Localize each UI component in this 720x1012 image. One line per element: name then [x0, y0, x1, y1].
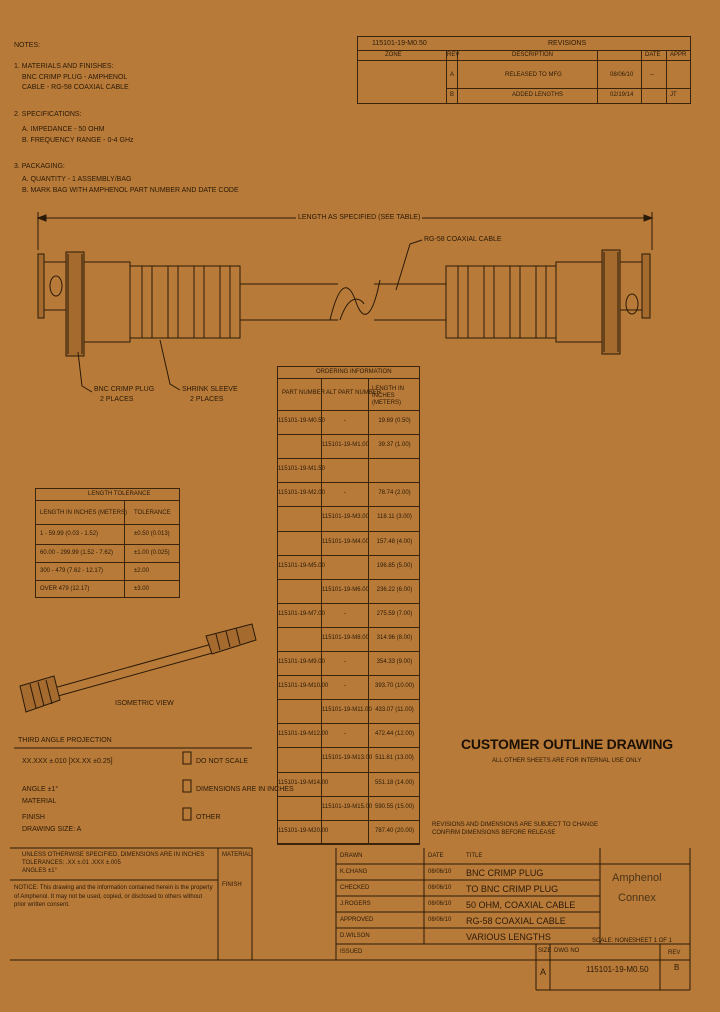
ordering-part-number: 115101-19-M1.50 — [278, 466, 325, 472]
leader-crimp-plug — [78, 352, 92, 392]
ordering-alt-part-number: 115101-19-M4.00 — [322, 539, 369, 545]
ordering-part-number: 115101-19-M7.00 — [278, 611, 325, 617]
ordering-title: ORDERING INFORMATION — [316, 369, 392, 375]
ordering-length: 19.69 (0.50) — [378, 418, 411, 424]
tb-unless: UNLESS OTHERWISE SPECIFIED, DIMENSIONS ARE IN INCHES — [22, 852, 205, 858]
rev-row2-appr: JT — [670, 92, 677, 98]
tb-rev-label: REV — [668, 950, 681, 956]
rev-row2-date: 02/19/14 — [610, 92, 634, 98]
rev-row1-date: 08/06/10 — [610, 72, 634, 78]
general-finish: FINISH — [22, 814, 45, 821]
tb-checked: CHECKED — [340, 885, 370, 891]
footer-note-1: REVISIONS AND DIMENSIONS ARE SUBJECT TO CHANGE — [432, 822, 599, 828]
tb-finish: FINISH — [222, 882, 242, 888]
note-2a: A. IMPEDANCE - 50 OHM — [22, 126, 105, 133]
ordering-row-divider — [277, 820, 420, 821]
rev-col-desc: DESCRIPTION — [512, 52, 554, 58]
ordering-row-divider — [277, 675, 420, 676]
ordering-row-divider — [277, 772, 420, 773]
general-angle: ANGLE ±1° — [22, 786, 59, 793]
tb-scale: SCALE: NONE — [592, 938, 633, 944]
ordering-row-divider — [277, 555, 420, 556]
ordering-col3: LENGTH IN INCHES (METERS) — [372, 386, 405, 406]
tb-date-1: 08/06/10 — [428, 869, 452, 875]
tolerance-row3-len: 300 - 479 (7.62 - 12.17) — [40, 568, 104, 574]
rev-part-number: 115101-19-M0.50 — [372, 40, 427, 47]
tb-title-5: VARIOUS LENGTHS — [466, 932, 551, 942]
third-angle-projection-icon — [183, 752, 191, 820]
ordering-length: 551.18 (14.00) — [374, 780, 415, 786]
dim-arrow-left — [38, 215, 46, 221]
ordering-row-divider — [277, 747, 420, 748]
left-bnc-connector — [38, 252, 240, 356]
length-label: LENGTH AS SPECIFIED (SEE TABLE) — [298, 214, 421, 221]
ordering-row-divider — [277, 699, 420, 700]
ordering-part-number: 115101-19-M5.00 — [278, 563, 325, 569]
general-material: MATERIAL — [22, 798, 57, 805]
note-1a: BNC CRIMP PLUG - AMPHENOL — [22, 74, 128, 81]
ordering-length: 118.11 (3.00) — [377, 514, 412, 520]
general-drawing-size: DRAWING SIZE: A — [22, 826, 82, 833]
rev-header: REVISIONS — [548, 40, 587, 47]
ordering-row-divider — [277, 627, 420, 628]
cable-label: RG-58 COAXIAL CABLE — [424, 236, 502, 243]
ordering-length: 472.44 (12.00) — [374, 731, 415, 737]
ordering-part-number: 115101-19-M2.00 — [278, 490, 325, 496]
ordering-length: 787.40 (20.00) — [374, 828, 415, 834]
ordering-col1: PART NUMBER — [282, 390, 326, 396]
rev-col-date: DATE — [645, 52, 661, 58]
ordering-row-divider — [277, 482, 420, 483]
tb-issued: ISSUED — [340, 949, 363, 955]
callout-shrink-sleeve: SHRINK SLEEVE — [182, 386, 238, 393]
ordering-row-divider — [277, 796, 420, 797]
ordering-length: 236.22 (6.00) — [376, 587, 413, 593]
ordering-row-divider — [277, 506, 420, 507]
ordering-part-number: 115101-19-M10.00 — [278, 683, 329, 689]
note-2b: B. FREQUENCY RANGE - 0-4 GHz — [22, 137, 134, 144]
general-tolerance: XX.XXX ±.010 [XX.XX ±0.25] — [22, 758, 113, 765]
callout-crimp-plug: BNC CRIMP PLUG — [94, 386, 155, 393]
tb-drawn-by: K.CHANG — [340, 869, 368, 875]
tolerance-col1: LENGTH IN INCHES (METERS) — [40, 510, 128, 516]
rev-col-appr: APPR — [670, 52, 687, 58]
tb-drawn: DRAWN — [340, 853, 363, 859]
ordering-alt-part-number: 115101-19-M13.00 — [322, 755, 373, 761]
tolerance-title: LENGTH TOLERANCE — [88, 491, 151, 497]
isometric-view-drawing — [20, 624, 256, 712]
ordering-row-divider — [277, 723, 420, 724]
company-logo-line-2: Connex — [618, 892, 656, 904]
right-bnc-connector — [446, 250, 650, 354]
leader-cable — [396, 240, 422, 290]
ordering-alt-part-number: - — [344, 683, 346, 689]
ordering-length: 196.85 (5.00) — [376, 563, 413, 569]
ordering-length: 157.48 (4.00) — [376, 539, 413, 545]
tb-sheet: SHEET 1 OF 1 — [632, 938, 672, 944]
company-logo-line-1: Amphenol — [612, 872, 662, 884]
ordering-length: 511.81 (13.00) — [375, 755, 414, 761]
tb-title-1: BNC CRIMP PLUG — [466, 868, 544, 878]
rev-row2-desc: ADDED LENGTHS — [512, 92, 564, 98]
ordering-alt-part-number: 115101-19-M3.00 — [322, 514, 369, 520]
notes-heading: NOTES: — [14, 42, 41, 49]
tb-title-3: 50 OHM, COAXIAL CABLE — [466, 900, 576, 910]
tolerance-row4-len: OVER 479 (12.17) — [40, 586, 90, 592]
ordering-length: 78.74 (2.00) — [378, 490, 411, 496]
ordering-length: 39.37 (1.00) — [378, 442, 411, 448]
tb-title-label: TITLE — [466, 853, 483, 859]
tb-material: MATERIAL — [222, 852, 252, 858]
customer-outline-subtitle: ALL OTHER SHEETS ARE FOR INTERNAL USE ONLY — [492, 758, 642, 764]
ordering-length: 354.33 (9.00) — [376, 659, 413, 665]
ordering-row-divider — [277, 434, 420, 435]
ordering-row-divider — [277, 844, 420, 845]
tolerance-row2-tol: ±1.00 (0.025) — [134, 550, 170, 556]
ordering-row-divider — [277, 458, 420, 459]
ordering-col2: ALT PART NUMBER — [326, 390, 382, 396]
ordering-length: 393.70 (10.00) — [374, 683, 415, 689]
note-1b: CABLE - RG-58 COAXIAL CABLE — [22, 84, 129, 91]
note-1: 1. MATERIALS AND FINISHES: — [14, 63, 114, 70]
rev-row1-rev: A — [450, 72, 455, 78]
tb-checked-by: J.ROGERS — [340, 901, 371, 907]
ordering-alt-part-number: 115101-19-M8.00 — [322, 635, 369, 641]
tb-date-label: DATE — [428, 853, 444, 859]
rev-col-rev: REV — [447, 52, 460, 58]
ordering-part-number: 115101-19-M14.00 — [278, 780, 329, 786]
ordering-length: 275.59 (7.00) — [376, 611, 413, 617]
tb-rev: B — [674, 963, 680, 972]
ordering-row-divider — [277, 603, 420, 604]
tolerance-row3-tol: ±2.00 — [134, 568, 149, 574]
tolerance-row4-tol: ±3.00 — [134, 586, 149, 592]
ordering-part-number: 115101-19-M0.50 — [278, 418, 325, 424]
tb-angles: ANGLES ±1° — [22, 868, 58, 874]
footer-note-2: CONFIRM DIMENSIONS BEFORE RELEASE — [432, 830, 556, 836]
isometric-label: ISOMETRIC VIEW — [115, 700, 174, 707]
projection-title: THIRD ANGLE PROJECTION — [18, 737, 112, 744]
rev-row2-rev: B — [450, 92, 455, 98]
note-3a: A. QUANTITY - 1 ASSEMBLY/BAG — [22, 176, 132, 183]
rev-col-zone: ZONE — [385, 52, 402, 58]
ordering-length: 314.96 (8.00) — [376, 635, 413, 641]
ordering-alt-part-number: 115101-19-M6.00 — [322, 587, 369, 593]
ordering-alt-part-number: - — [344, 611, 346, 617]
ordering-length: 590.55 (15.00) — [374, 804, 415, 810]
tb-dwg-label: DWG NO — [554, 948, 580, 954]
tb-date-2: 08/06/10 — [428, 885, 452, 891]
ordering-row-divider — [277, 651, 420, 652]
ordering-part-number: 115101-19-M12.00 — [278, 731, 329, 737]
tolerance-row2-len: 60.00 - 299.99 (1.52 - 7.62) — [40, 550, 114, 556]
tb-approved: APPROVED — [340, 917, 374, 923]
tolerance-col2: TOLERANCE — [134, 510, 171, 516]
ordering-alt-part-number: - — [344, 418, 346, 424]
tb-date-4: 08/06/10 — [428, 917, 452, 923]
tb-title-2: TO BNC CRIMP PLUG — [466, 884, 559, 894]
general-dimensions: DIMENSIONS ARE IN INCHES — [196, 786, 294, 793]
ordering-alt-part-number: 115101-19-M11.00 — [322, 707, 372, 713]
customer-outline-title: CUSTOMER OUTLINE DRAWING — [461, 736, 673, 752]
tb-size: A — [540, 967, 547, 977]
ordering-alt-part-number: - — [344, 731, 346, 737]
tb-proprietary: NOTICE: This drawing and the information contained herein is the property of Amphenol. It may not be used, copied, or disclosed to others without prior written consent. — [14, 885, 213, 908]
ordering-part-number: 115101-19-M9.00 — [278, 659, 325, 665]
rev-row1-appr: -- — [650, 72, 654, 78]
tb-tolerances: TOLERANCES: .XX ±.01 .XXX ±.005 — [22, 860, 121, 866]
tb-approved-by: D.WILSON — [340, 933, 370, 939]
tolerance-row1-len: 1 - 59.99 (0.03 - 1.52) — [40, 531, 99, 537]
ordering-row-divider — [277, 531, 420, 532]
note-3: 3. PACKAGING: — [14, 163, 65, 170]
tolerance-row1-tol: ±0.50 (0.013) — [134, 531, 170, 537]
ordering-alt-part-number: 115101-19-M15.00 — [322, 804, 373, 810]
tb-title-4: RG-58 COAXIAL CABLE — [466, 916, 566, 926]
tb-size-label: SIZE — [538, 948, 552, 954]
ordering-length: 433.07 (11.00) — [375, 707, 414, 713]
note-3b: B. MARK BAG WITH AMPHENOL PART NUMBER AND DATE CODE — [22, 187, 239, 194]
ordering-alt-part-number: 115101-19-M1.00 — [322, 442, 369, 448]
dim-arrow-right — [644, 215, 652, 221]
tb-date-3: 08/06/10 — [428, 901, 452, 907]
cable-body — [240, 280, 446, 320]
general-do-not-scale: DO NOT SCALE — [196, 758, 248, 765]
note-2: 2. SPECIFICATIONS: — [14, 111, 82, 118]
ordering-row-divider — [277, 579, 420, 580]
ordering-alt-part-number: - — [344, 490, 346, 496]
callout-crimp-plug-qty: 2 PLACES — [100, 396, 134, 403]
tb-dwg-no: 115101-19-M0.50 — [586, 965, 649, 974]
rev-row1-desc: RELEASED TO MFG — [505, 72, 562, 78]
general-other: OTHER — [196, 814, 221, 821]
ordering-part-number: 115101-19-M20.00 — [278, 828, 329, 834]
leader-shrink-sleeve — [160, 340, 180, 390]
callout-shrink-sleeve-qty: 2 PLACES — [190, 396, 224, 403]
ordering-alt-part-number: - — [344, 659, 346, 665]
